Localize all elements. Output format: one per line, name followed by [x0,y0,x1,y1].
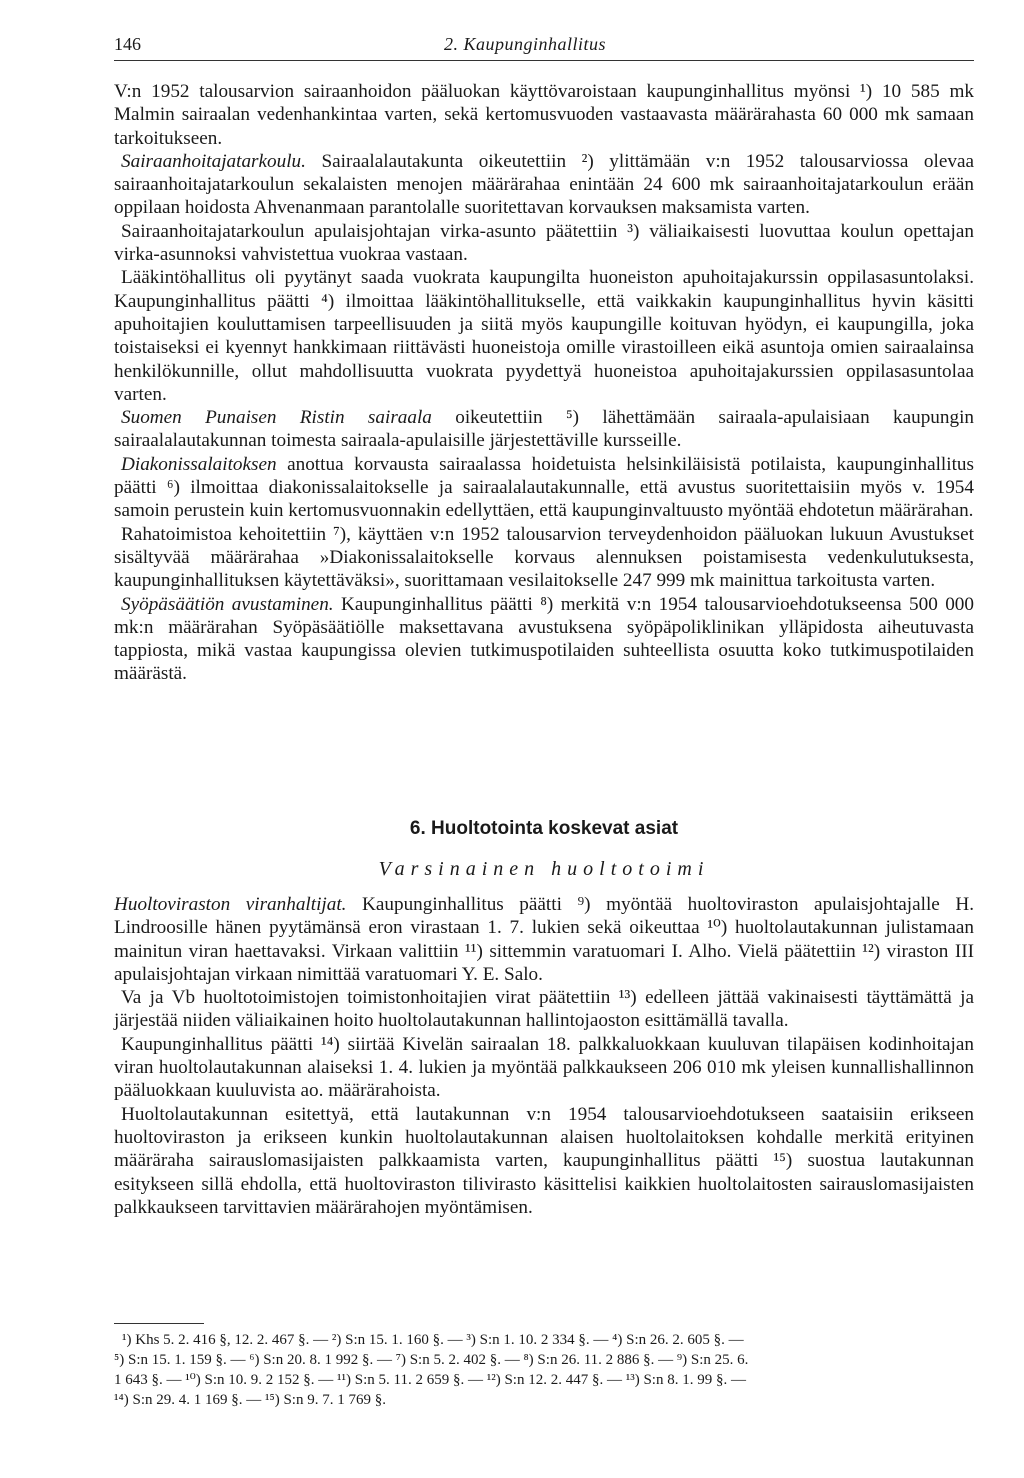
paragraph: Syöpäsäätiön avustaminen. Kaupunginhallitus päätti ⁸) merkitä v:n 1954 talousarvioehdotukseensa 500 000 mk:n määrärahan Syöpäsäätiölle maksettavana avustuksena syöpäpoliklinikan ylläpidosta aiheutuvasta tappiosta, mikä vastaa kaupungissa olevien tutkimuspotilaiden suhteellista osuutta koko tutkimuspotilaiden määrästä. [114,593,974,685]
footnotes [114,1330,974,1410]
paragraph-lead: Suomen Punaisen Ristin sairaala [121,407,432,429]
paragraph-lead: Huoltoviraston viranhaltijat. [114,894,347,915]
paragraph: Diakonissalaitoksen anottua korvausta sairaalassa hoidetuista helsinkiläisistä potilaista, kaupunginhallitus päätti ⁶) ilmoittaa diakonissalaitokselle ja sairaalalautakunnalle, että avustus suoritettaisiin myös v. 1954 samoin perustein kuin kertomusvuonnakin edellyttäen, että kaupunginvaltuusto myöntää ehdotetun määrärahan. [114,453,974,522]
paragraph: Huoltoviraston viranhaltijat. Kaupunginhallitus päätti ⁹) myöntää huoltoviraston apulaisjohtajalle H. Lindroosille hänen pyytämänsä eron virastaan 1. 7. lukien sekä oikeuttaa ¹⁰) huoltolautakunnan julistamaan mainitun viran haettavaksi. Virkaan valittiin ¹¹) sittemmin varatuomari I. Alho. Vielä päätettiin ¹²) viraston III apulaisjohtajan virkaan nimittää varatuomari Y. E. Salo. [114,894,974,985]
footnote-divider [114,1323,204,1324]
footnote-line: ⁵) S:n 15. 1. 159 §. — ⁶) S:n 20. 8. 1 992 §. — ⁷) S:n 5. 2. 402 §. — ⁸) S:n 26. 11. 2 886 §. — ⁹) S:n 25. 6. [114,1352,749,1368]
paragraph: Va ja Vb huoltotoimistojen toimistonhoitajien virat päätettiin ¹³) edelleen jättää vakinaisesti täyttämättä ja järjestää niiden väliaikainen hoito huoltolautakunnan hallintojaoston esittämällä tavalla. [114,987,974,1032]
paragraph: Sairaanhoitajatarkoulu. Sairaalalautakunta oikeutettiin ²) ylittämään v:n 1952 talousarviossa olevaa sairaanhoitajatarkoulun sekalaisten menojen määrärahaa enintään 24 600 mk sairaanhoitajatarkoulun erään oppilaan hoidosta Ahvenanmaan parantolalle suoritettavan korvauksen maksamista varten. [114,150,974,219]
footnote-line: ¹⁴) S:n 29. 4. 1 169 §. — ¹⁵) S:n 9. 7. 1 769 §. [114,1392,386,1408]
paragraph-lead: Syöpäsäätiön avustaminen. [121,593,334,615]
paragraph: Kaupunginhallitus päätti ¹⁴) siirtää Kivelän sairaalan 18. palkkaluokkaan kuuluvan tilapäisen kodinhoitajan viran huoltolautakunnan alaiseksi 1. 4. lukien ja myöntää palkkaukseen 206 010 mk yleisen kunnallishallinnon pääluokkaan kuuluvista ao. määrärahoista. [114,1033,974,1102]
footnote-line: 1 643 §. — ¹⁰) S:n 10. 9. 2 152 §. — ¹¹) S:n 5. 11. 2 659 §. — ¹²) S:n 12. 2. 447 §. — ¹³) S:n 8. 1. 99 §. — [114,1372,746,1388]
footnote-line: ¹) Khs 5. 2. 416 §, 12. 2. 467 §. — ²) S:n 15. 1. 160 §. — ³) S:n 1. 10. 2 334 §. — ⁴) S:n 26. 2. 605 §. — [122,1332,744,1348]
page-number: 146 [114,34,141,54]
body-text-part1 [114,80,974,686]
subsection-heading: Varsinainen huoltotoimi [378,858,710,880]
paragraph: V:n 1952 talousarvion sairaanhoidon pääluokan käyttövaroistaan kaupunginhallitus myönsi ¹) 10 585 mk Malmin sairaalan vedenhankintaa varten, sekä kertomusvuoden vastaavasta määrärahasta 60 000 mk samaan tarkoitukseen. [114,81,974,149]
page-header [114,30,974,61]
paragraph: Rahatoimistoa kehoitettiin ⁷), käyttäen v:n 1952 talousarvion terveydenhoidon pääluokan lukuun Avustukset sisältyvää määrärahaa »Diakonissalaitokselle korvaus alennuksen poistamisesta vedenkulutuksesta, kaupunginhallituksen käytettäväksi», suorittamaan vesilaitokselle 247 999 mk mainittua tarkoitusta varten. [114,523,974,592]
body-text-part2 [114,893,974,1219]
paragraph-lead: Sairaanhoitajatarkoulu. [121,150,306,172]
section-heading: 6. Huoltotointa koskevat asiat [409,818,679,839]
paragraph: Lääkintöhallitus oli pyytänyt saada vuokrata kaupungilta huoneiston apuhoitajakurssin oppilasasuntolaksi. Kaupunginhallitus päätti ⁴) ilmoittaa lääkintöhallitukselle, että vaikkakin kaupunginhallitus hyvin käsitti apuhoitajien kouluttamisen tarpeellisuuden ja siitä myös kaupungille koituvan hyödyn, ei kaupungilla, joka toistaiseksi ei kyennyt hankkimaan riittävästi huoneistoja omille virastoilleen eikä asuntoja omien sairaalainsa henkilökunnille, ollut mahdollisuutta vuokrata pyydettyä huoneistoa apuhoitajakurssien oppilasasuntolaa varten. [114,267,974,405]
paragraph: Sairaanhoitajatarkoulun apulaisjohtajan virka-asunto päätettiin ³) väliaikaisesti luovuttaa koulun opettajan virka-asunnoksi vahvistettua vuokraa vastaan. [114,220,974,266]
paragraph: Huoltolautakunnan esitettyä, että lautakunnan v:n 1954 talousarvioehdotukseen saataisiin erikseen huoltoviraston ja erikseen kunkin huoltolautakunnan alaisen huoltolaitoksen kohdalle merkitä erityinen määräraha sairauslomasijaisten palkkaamista varten, kaupunginhallitus päätti ¹⁵) suostua lautakunnan esitykseen sillä ehdolla, että huoltoviraston tilivirasto käsittelisi kaikkien huoltolaitosten sairauslomasijaisten palkkaukseen tarvittavien määrärahojen myöntämisen. [114,1103,974,1218]
paragraph-lead: Diakonissalaitoksen [121,453,277,475]
running-title: 2. Kaupunginhallitus [444,34,607,54]
paragraph: Suomen Punaisen Ristin sairaala oikeutettiin ⁵) lähettämään sairaala-apulaisiaan kaupungin sairaalalautakunnan toimesta sairaala-apulaisille järjestettäville kursseille. [114,407,974,452]
